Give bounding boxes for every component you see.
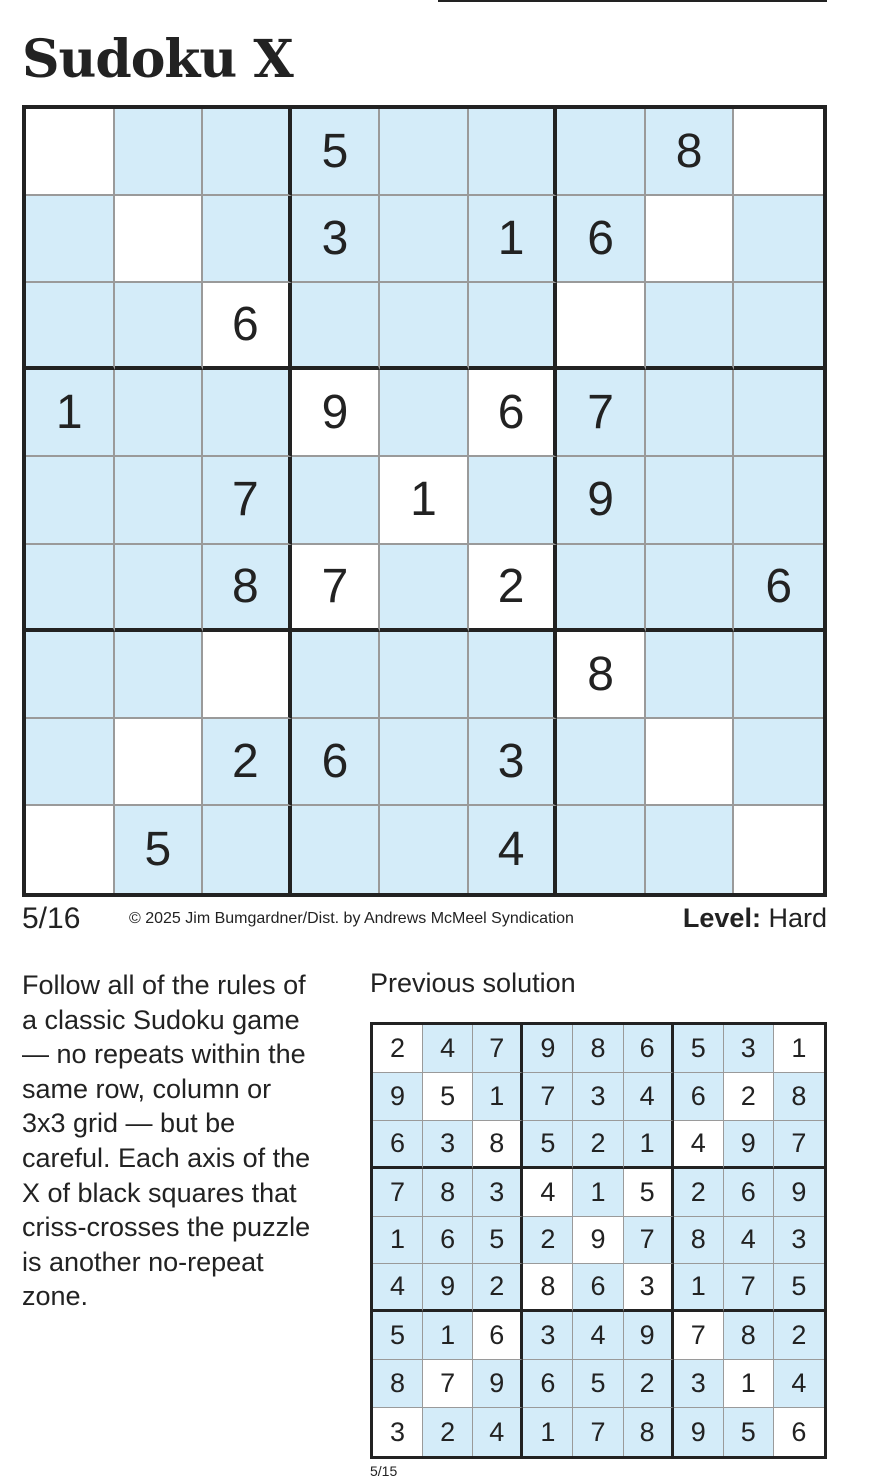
solution-cell-r7c7: 7 <box>674 1312 724 1360</box>
copyright-notice: © 2025 Jim Bumgardner/Dist. by Andrews McMeel Syndication <box>129 910 574 927</box>
puzzle-cell-r3c2[interactable] <box>115 283 204 370</box>
instructions-text: Follow all of the rules of a classic Sudoku game — no repeats within the same row, column or 3x3 grid — but be careful. Each axis of the X of black squares that criss-crosses the puzzle is another no-repeat zone. <box>22 970 311 1312</box>
puzzle-cell-r7c9[interactable] <box>734 632 823 719</box>
puzzle-cell-r7c1[interactable] <box>26 632 115 719</box>
puzzle-cell-r4c8[interactable] <box>646 370 735 457</box>
puzzle-cell-r9c3[interactable] <box>203 806 292 893</box>
puzzle-cell-r5c4[interactable] <box>292 457 381 544</box>
puzzle-cell-r8c4[interactable]: 6 <box>292 719 381 806</box>
solution-cell-r1c4: 9 <box>523 1025 573 1073</box>
puzzle-cell-r6c8[interactable] <box>646 545 735 632</box>
puzzle-cell-r3c7[interactable] <box>557 283 646 370</box>
solution-cell-r9c4: 1 <box>523 1408 573 1456</box>
solution-cell-r5c4: 2 <box>523 1217 573 1265</box>
puzzle-cell-r5c5[interactable]: 1 <box>380 457 469 544</box>
solution-cell-r6c8: 7 <box>724 1264 774 1312</box>
puzzle-cell-r1c9[interactable] <box>734 109 823 196</box>
solution-cell-r3c5: 2 <box>573 1121 623 1169</box>
puzzle-cell-r2c7[interactable]: 6 <box>557 196 646 283</box>
puzzle-cell-r9c9[interactable] <box>734 806 823 893</box>
puzzle-cell-r6c4[interactable]: 7 <box>292 545 381 632</box>
puzzle-cell-r9c5[interactable] <box>380 806 469 893</box>
solution-cell-r2c3: 1 <box>473 1073 523 1121</box>
solution-cell-r3c6: 1 <box>624 1121 674 1169</box>
puzzle-cell-r3c8[interactable] <box>646 283 735 370</box>
puzzle-cell-r4c5[interactable] <box>380 370 469 457</box>
solution-cell-r5c3: 5 <box>473 1217 523 1265</box>
solution-cell-r7c1: 5 <box>373 1312 423 1360</box>
solution-cell-r8c9: 4 <box>774 1360 824 1408</box>
puzzle-date: 5/16 <box>22 902 81 935</box>
puzzle-cell-r6c9[interactable]: 6 <box>734 545 823 632</box>
solution-cell-r2c1: 9 <box>373 1073 423 1121</box>
solution-cell-r4c7: 2 <box>674 1169 724 1217</box>
solution-cell-r8c7: 3 <box>674 1360 724 1408</box>
puzzle-cell-r3c5[interactable] <box>380 283 469 370</box>
solution-cell-r1c8: 3 <box>724 1025 774 1073</box>
puzzle-cell-r4c7[interactable]: 7 <box>557 370 646 457</box>
puzzle-cell-r1c8[interactable]: 8 <box>646 109 735 196</box>
solution-cell-r6c4: 8 <box>523 1264 573 1312</box>
puzzle-cell-r8c1[interactable] <box>26 719 115 806</box>
puzzle-cell-r9c8[interactable] <box>646 806 735 893</box>
puzzle-cell-r5c1[interactable] <box>26 457 115 544</box>
solution-cell-r2c6: 4 <box>624 1073 674 1121</box>
solution-cell-r1c5: 8 <box>573 1025 623 1073</box>
solution-cell-r9c9: 6 <box>774 1408 824 1456</box>
puzzle-cell-r6c2[interactable] <box>115 545 204 632</box>
solution-cell-r1c2: 4 <box>423 1025 473 1073</box>
solution-cell-r3c3: 8 <box>473 1121 523 1169</box>
puzzle-cell-r6c6[interactable]: 2 <box>469 545 558 632</box>
solution-cell-r5c8: 4 <box>724 1217 774 1265</box>
puzzle-cell-r2c8[interactable] <box>646 196 735 283</box>
puzzle-title: Sudoku X <box>22 29 293 90</box>
puzzle-cell-r9c4[interactable] <box>292 806 381 893</box>
solution-cell-r8c1: 8 <box>373 1360 423 1408</box>
puzzle-cell-r5c6[interactable] <box>469 457 558 544</box>
solution-cell-r1c1: 2 <box>373 1025 423 1073</box>
puzzle-cell-r1c5[interactable] <box>380 109 469 196</box>
puzzle-cell-r9c1[interactable] <box>26 806 115 893</box>
previous-solution-date: 5/15 <box>370 1463 398 1479</box>
solution-cell-r4c3: 3 <box>473 1169 523 1217</box>
solution-cell-r1c3: 7 <box>473 1025 523 1073</box>
solution-cell-r7c6: 9 <box>624 1312 674 1360</box>
puzzle-cell-r8c7[interactable] <box>557 719 646 806</box>
puzzle-cell-r1c6[interactable] <box>469 109 558 196</box>
solution-cell-r7c8: 8 <box>724 1312 774 1360</box>
solution-cell-r2c4: 7 <box>523 1073 573 1121</box>
solution-cell-r3c1: 6 <box>373 1121 423 1169</box>
puzzle-cell-r8c5[interactable] <box>380 719 469 806</box>
solution-cell-r5c1: 1 <box>373 1217 423 1265</box>
solution-cell-r9c2: 2 <box>423 1408 473 1456</box>
solution-cell-r7c2: 1 <box>423 1312 473 1360</box>
solution-cell-r6c2: 9 <box>423 1264 473 1312</box>
solution-cell-r5c2: 6 <box>423 1217 473 1265</box>
sudoku-puzzle-grid <box>22 105 827 897</box>
solution-cell-r6c9: 5 <box>774 1264 824 1312</box>
solution-cell-r3c2: 3 <box>423 1121 473 1169</box>
solution-cell-r8c6: 2 <box>624 1360 674 1408</box>
puzzle-cell-r5c7[interactable]: 9 <box>557 457 646 544</box>
puzzle-cell-r5c2[interactable] <box>115 457 204 544</box>
puzzle-cell-r1c2[interactable] <box>115 109 204 196</box>
solution-cell-r4c4: 4 <box>523 1169 573 1217</box>
puzzle-cell-r3c1[interactable] <box>26 283 115 370</box>
solution-cell-r2c8: 2 <box>724 1073 774 1121</box>
puzzle-cell-r2c5[interactable] <box>380 196 469 283</box>
puzzle-cell-r3c3[interactable]: 6 <box>203 283 292 370</box>
level-label: Level: <box>682 903 761 933</box>
puzzle-cell-r7c5[interactable] <box>380 632 469 719</box>
solution-cell-r3c9: 7 <box>774 1121 824 1169</box>
puzzle-cell-r6c3[interactable]: 8 <box>203 545 292 632</box>
puzzle-cell-r1c4[interactable]: 5 <box>292 109 381 196</box>
puzzle-cell-r3c9[interactable] <box>734 283 823 370</box>
solution-cell-r8c8: 1 <box>724 1360 774 1408</box>
puzzle-cell-r7c7[interactable]: 8 <box>557 632 646 719</box>
solution-cell-r6c3: 2 <box>473 1264 523 1312</box>
puzzle-cell-r3c4[interactable] <box>292 283 381 370</box>
solution-cell-r7c3: 6 <box>473 1312 523 1360</box>
solution-cell-r8c4: 6 <box>523 1360 573 1408</box>
puzzle-cell-r5c9[interactable] <box>734 457 823 544</box>
solution-cell-r2c2: 5 <box>423 1073 473 1121</box>
solution-cell-r4c6: 5 <box>624 1169 674 1217</box>
puzzle-cell-r6c1[interactable] <box>26 545 115 632</box>
puzzle-cell-r8c9[interactable] <box>734 719 823 806</box>
puzzle-cell-r6c7[interactable] <box>557 545 646 632</box>
puzzle-cell-r2c4[interactable]: 3 <box>292 196 381 283</box>
solution-cell-r6c1: 4 <box>373 1264 423 1312</box>
puzzle-cell-r4c4[interactable]: 9 <box>292 370 381 457</box>
puzzle-cell-r8c8[interactable] <box>646 719 735 806</box>
solution-cell-r3c4: 5 <box>523 1121 573 1169</box>
solution-cell-r1c7: 5 <box>674 1025 724 1073</box>
puzzle-cell-r4c6[interactable]: 6 <box>469 370 558 457</box>
puzzle-cell-r2c2[interactable] <box>115 196 204 283</box>
solution-cell-r2c7: 6 <box>674 1073 724 1121</box>
puzzle-cell-r7c2[interactable] <box>115 632 204 719</box>
solution-cell-r8c2: 7 <box>423 1360 473 1408</box>
solution-cell-r6c6: 3 <box>624 1264 674 1312</box>
previous-solution-grid <box>370 1022 827 1459</box>
puzzle-cell-r2c3[interactable] <box>203 196 292 283</box>
puzzle-cell-r8c2[interactable] <box>115 719 204 806</box>
solution-cell-r7c9: 2 <box>774 1312 824 1360</box>
top-rule <box>438 0 827 2</box>
previous-solution-title: Previous solution <box>370 968 576 998</box>
solution-cell-r3c7: 4 <box>674 1121 724 1169</box>
solution-cell-r1c9: 1 <box>774 1025 824 1073</box>
puzzle-cell-r8c3[interactable]: 2 <box>203 719 292 806</box>
solution-cell-r9c3: 4 <box>473 1408 523 1456</box>
puzzle-cell-r4c2[interactable] <box>115 370 204 457</box>
solution-cell-r9c8: 5 <box>724 1408 774 1456</box>
solution-cell-r8c5: 5 <box>573 1360 623 1408</box>
solution-cell-r8c3: 9 <box>473 1360 523 1408</box>
solution-cell-r4c5: 1 <box>573 1169 623 1217</box>
solution-cell-r9c1: 3 <box>373 1408 423 1456</box>
solution-cell-r4c9: 9 <box>774 1169 824 1217</box>
puzzle-cell-r6c5[interactable] <box>380 545 469 632</box>
puzzle-cell-r2c6[interactable]: 1 <box>469 196 558 283</box>
solution-cell-r7c5: 4 <box>573 1312 623 1360</box>
solution-cell-r9c5: 7 <box>573 1408 623 1456</box>
puzzle-cell-r7c4[interactable] <box>292 632 381 719</box>
puzzle-cell-r2c1[interactable] <box>26 196 115 283</box>
puzzle-cell-r9c2[interactable]: 5 <box>115 806 204 893</box>
puzzle-cell-r3c6[interactable] <box>469 283 558 370</box>
solution-cell-r5c6: 7 <box>624 1217 674 1265</box>
puzzle-cell-r4c1[interactable]: 1 <box>26 370 115 457</box>
puzzle-cell-r1c7[interactable] <box>557 109 646 196</box>
puzzle-cell-r5c8[interactable] <box>646 457 735 544</box>
puzzle-cell-r7c6[interactable] <box>469 632 558 719</box>
puzzle-cell-r4c3[interactable] <box>203 370 292 457</box>
solution-cell-r5c5: 9 <box>573 1217 623 1265</box>
solution-cell-r9c7: 9 <box>674 1408 724 1456</box>
solution-cell-r5c9: 3 <box>774 1217 824 1265</box>
puzzle-cell-r5c3[interactable]: 7 <box>203 457 292 544</box>
solution-cell-r7c4: 3 <box>523 1312 573 1360</box>
puzzle-cell-r4c9[interactable] <box>734 370 823 457</box>
puzzle-cell-r8c6[interactable]: 3 <box>469 719 558 806</box>
level-value: Hard <box>768 903 827 933</box>
solution-cell-r2c9: 8 <box>774 1073 824 1121</box>
difficulty-level <box>683 903 827 934</box>
puzzle-cell-r9c7[interactable] <box>557 806 646 893</box>
solution-cell-r5c7: 8 <box>674 1217 724 1265</box>
puzzle-cell-r7c3[interactable] <box>203 632 292 719</box>
solution-cell-r2c5: 3 <box>573 1073 623 1121</box>
solution-cell-r4c8: 6 <box>724 1169 774 1217</box>
puzzle-cell-r2c9[interactable] <box>734 196 823 283</box>
solution-cell-r1c6: 6 <box>624 1025 674 1073</box>
puzzle-cell-r7c8[interactable] <box>646 632 735 719</box>
solution-cell-r4c1: 7 <box>373 1169 423 1217</box>
solution-cell-r9c6: 8 <box>624 1408 674 1456</box>
puzzle-cell-r1c3[interactable] <box>203 109 292 196</box>
solution-cell-r6c7: 1 <box>674 1264 724 1312</box>
puzzle-cell-r1c1[interactable] <box>26 109 115 196</box>
solution-cell-r4c2: 8 <box>423 1169 473 1217</box>
puzzle-cell-r9c6[interactable]: 4 <box>469 806 558 893</box>
solution-cell-r6c5: 6 <box>573 1264 623 1312</box>
solution-cell-r3c8: 9 <box>724 1121 774 1169</box>
